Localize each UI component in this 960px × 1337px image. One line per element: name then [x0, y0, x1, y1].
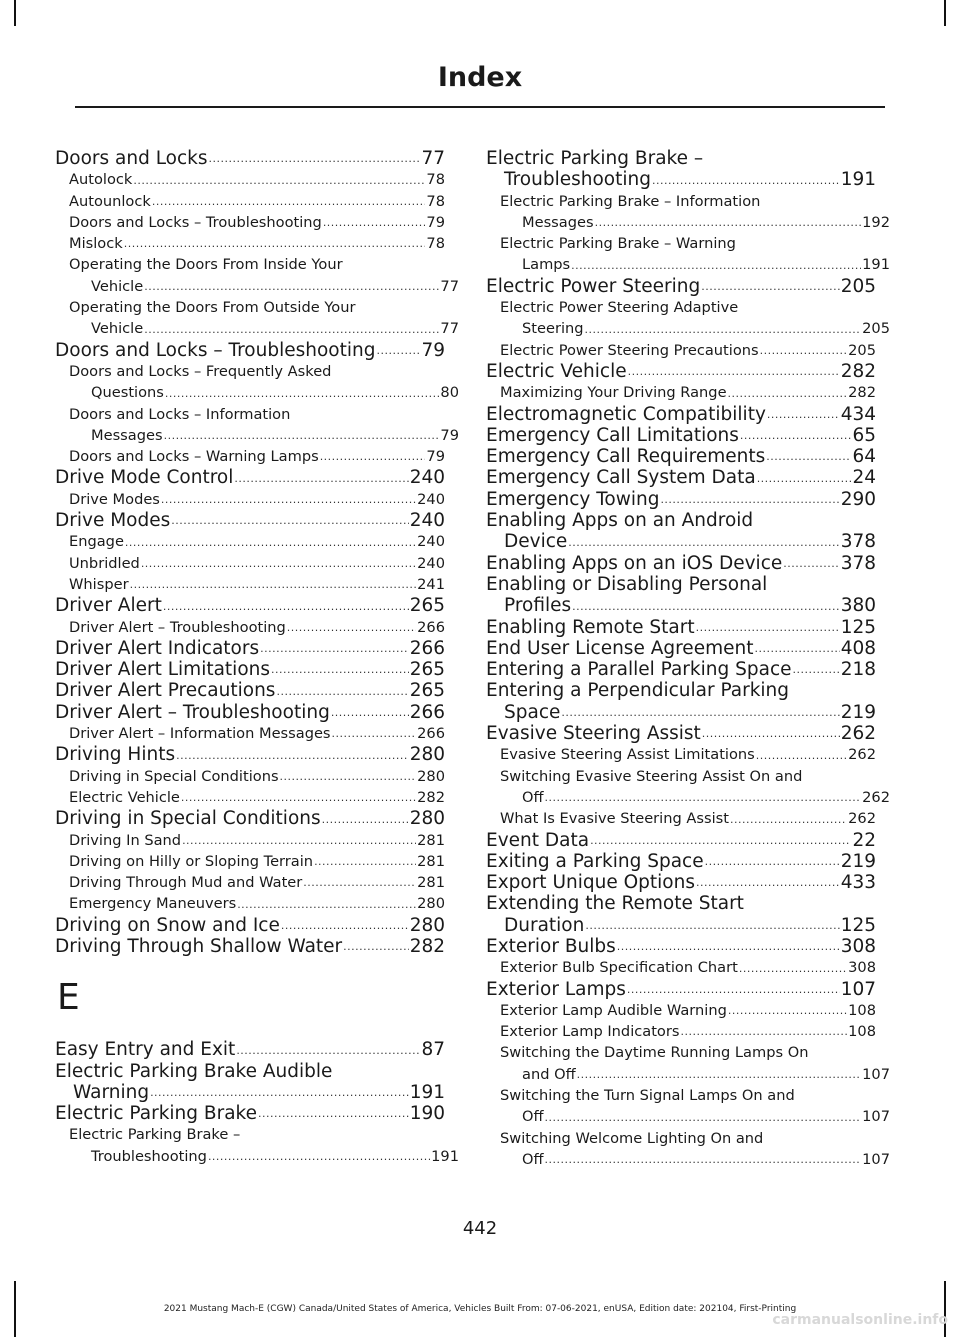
leader-dots: [595, 217, 862, 228]
leader-dots: [332, 728, 417, 739]
index-entry[interactable]: Driving Through Shallow Water ..... 282: [55, 936, 445, 957]
leader-dots: [322, 814, 409, 825]
index-entry[interactable]: Driver Alert Limitations ..... 265: [55, 659, 445, 680]
footer-text: 2021 Mustang Mach-E (CGW) Canada/United States of America, Vehicles Built From: 07-06-2021, enUSA, Edition date: 202104, First-Printing: [163, 1304, 797, 1314]
index-subentry[interactable]: Drive Modes ..... 240: [55, 489, 445, 510]
index-entry[interactable]: Electric Vehicle ..... 282: [486, 361, 876, 382]
leader-dots: [728, 388, 848, 399]
index-subentry[interactable]: Operating the Doors From Inside Your Vehicle ..... 77: [55, 254, 459, 297]
leader-dots: [766, 451, 851, 462]
index-entry[interactable]: Electric Parking Brake ..... 190: [55, 1103, 445, 1124]
leader-dots: [652, 175, 840, 186]
leader-dots: [627, 984, 840, 995]
leader-dots: [701, 281, 839, 292]
index-subentry[interactable]: Switching Welcome Lighting On and Off ..... 107: [486, 1128, 890, 1171]
leader-dots: [754, 643, 839, 654]
index-entry[interactable]: Drive Modes ..... 240: [55, 510, 445, 531]
index-entry[interactable]: Driver Alert ..... 265: [55, 595, 445, 616]
leader-dots: [236, 1045, 420, 1056]
leader-dots: [314, 856, 416, 867]
leader-dots: [133, 175, 425, 186]
index-entry[interactable]: Doors and Locks – Troubleshooting ..... 79: [55, 340, 445, 361]
index-subentry[interactable]: Switching Evasive Steering Assist On and Off ..... 262: [486, 766, 890, 809]
index-entry[interactable]: Emergency Call Limitations ..... 65: [486, 425, 876, 446]
index-subentry[interactable]: Engage ..... 240: [55, 531, 445, 552]
index-subentry[interactable]: Driving on Hilly or Sloping Terrain ..... 281: [55, 851, 445, 872]
index-subentry[interactable]: Operating the Doors From Outside Your Vehicle ..... 77: [55, 297, 459, 340]
leader-dots: [258, 1108, 409, 1119]
index-entry[interactable]: Driver Alert Precautions ..... 265: [55, 680, 445, 701]
leader-dots: [152, 196, 426, 207]
leader-dots: [728, 1005, 847, 1016]
leader-dots: [281, 920, 409, 931]
index-subentry[interactable]: Electric Vehicle ..... 282: [55, 787, 445, 808]
page-title: Index: [437, 62, 523, 93]
leader-dots: [125, 537, 416, 548]
index-subentry[interactable]: Doors and Locks – Troubleshooting ..... 79: [55, 212, 445, 233]
index-entry[interactable]: Event Data ..... 22: [486, 830, 876, 851]
leader-dots: [303, 877, 416, 888]
header-rule: [75, 106, 885, 108]
index-entry[interactable]: Enabling Apps on an Android Device ..... 378: [486, 510, 876, 553]
leader-dots: [130, 579, 417, 590]
leader-dots: [628, 366, 840, 377]
leader-dots: [696, 622, 840, 633]
index-entry[interactable]: Driving Hints ..... 280: [55, 744, 445, 765]
index-subentry[interactable]: Evasive Steering Assist Limitations ..... 262: [486, 744, 876, 765]
leader-dots: [572, 601, 840, 612]
leader-dots: [756, 750, 847, 761]
leader-dots: [739, 963, 847, 974]
index-subentry[interactable]: Driver Alert – Troubleshooting ..... 266: [55, 617, 445, 638]
crop-mark: [14, 0, 16, 26]
index-entry[interactable]: Extending the Remote Start Duration ..... 125: [486, 893, 876, 936]
leader-dots: [161, 494, 416, 505]
leader-dots: [590, 835, 851, 846]
crop-mark: [944, 0, 946, 26]
index-subentry[interactable]: Exterior Lamp Audible Warning ..... 108: [486, 1000, 876, 1021]
index-column-right: [486, 148, 890, 1170]
index-entry[interactable]: Electric Power Steering ..... 205: [486, 276, 876, 297]
index-subentry[interactable]: Electric Parking Brake – Warning Lamps ..... 191: [486, 233, 890, 276]
leader-dots: [545, 1154, 862, 1165]
section-letter: E: [57, 977, 80, 1019]
leader-dots: [680, 1026, 847, 1037]
leader-dots: [165, 388, 440, 399]
index-entry[interactable]: Exterior Lamps ..... 107: [486, 979, 876, 1000]
leader-dots: [331, 707, 409, 718]
leader-dots: [141, 558, 416, 569]
index-entry[interactable]: Electric Parking Brake – Troubleshooting ..... 191: [486, 148, 876, 191]
index-entry[interactable]: End User License Agreement ..... 408: [486, 638, 876, 659]
index-subentry[interactable]: Unbridled ..... 240: [55, 553, 445, 574]
index-entry[interactable]: Exiting a Parking Space ..... 219: [486, 851, 876, 872]
leader-dots: [705, 856, 840, 867]
index-entry[interactable]: Entering a Perpendicular Parking Space ..... 219: [486, 680, 876, 723]
index-entry[interactable]: Electromagnetic Compatibility ..... 434: [486, 404, 876, 425]
index-subentry[interactable]: Driving Through Mud and Water ..... 281: [55, 872, 445, 893]
leader-dots: [376, 345, 420, 356]
leader-dots: [171, 515, 408, 526]
index-entry[interactable]: Electric Parking Brake Audible Warning ..... 191: [55, 1061, 445, 1104]
leader-dots: [545, 1112, 862, 1123]
leader-dots: [561, 707, 839, 718]
index-entry[interactable]: Export Unique Options ..... 433: [486, 872, 876, 893]
index-entry[interactable]: Exterior Bulbs ..... 308: [486, 936, 876, 957]
leader-dots: [150, 1087, 409, 1098]
leader-dots: [209, 153, 421, 164]
index-entry[interactable]: Emergency Call Requirements ..... 64: [486, 446, 876, 467]
leader-dots: [585, 324, 862, 335]
leader-dots: [545, 792, 862, 803]
leader-dots: [271, 664, 409, 675]
index-entry[interactable]: Driving on Snow and Ice ..... 280: [55, 915, 445, 936]
index-entry[interactable]: Driver Alert – Troubleshooting ..... 266: [55, 702, 445, 723]
leader-dots: [585, 920, 839, 931]
index-entry[interactable]: Driving in Special Conditions ..... 280: [55, 808, 445, 829]
index-entry[interactable]: Entering a Parallel Parking Space ..... 218: [486, 659, 876, 680]
leader-dots: [740, 430, 852, 441]
leader-dots: [660, 494, 839, 505]
leader-dots: [124, 238, 426, 249]
leader-dots: [568, 537, 839, 548]
leader-dots: [702, 728, 840, 739]
leader-dots: [234, 473, 408, 484]
index-entry[interactable]: Doors and Locks ..... 77: [55, 148, 445, 169]
leader-dots: [163, 601, 409, 612]
page-number: 442: [462, 1218, 498, 1239]
leader-dots: [176, 750, 409, 761]
leader-dots: [730, 814, 847, 825]
index-entry[interactable]: Drive Mode Control ..... 240: [55, 467, 445, 488]
index-subentry[interactable]: Maximizing Your Driving Range ..... 282: [486, 382, 876, 403]
leader-dots: [783, 558, 839, 569]
leader-dots: [320, 451, 426, 462]
index-subentry[interactable]: Doors and Locks – Warning Lamps ..... 79: [55, 446, 445, 467]
index-subentry[interactable]: Autolock ..... 78: [55, 169, 445, 190]
leader-dots: [577, 1069, 862, 1080]
leader-dots: [696, 877, 840, 888]
index-subentry[interactable]: Driving In Sand ..... 281: [55, 830, 445, 851]
index-subentry[interactable]: Doors and Locks – Frequently Asked Questions ..... 80: [55, 361, 459, 404]
leader-dots: [182, 835, 416, 846]
leader-dots: [287, 622, 416, 633]
index-subentry[interactable]: Driver Alert – Information Messages ..... 266: [55, 723, 445, 744]
watermark: carmanualsonline.info: [772, 1312, 948, 1328]
index-subentry[interactable]: Electric Parking Brake – Information Messages ..... 192: [486, 191, 890, 234]
index-entry[interactable]: Emergency Towing ..... 290: [486, 489, 876, 510]
leader-dots: [617, 941, 840, 952]
index-subentry[interactable]: Electric Power Steering Precautions ..... 205: [486, 340, 876, 361]
index-entry[interactable]: Enabling Apps on an iOS Device ..... 378: [486, 553, 876, 574]
index-entry[interactable]: Driver Alert Indicators ..... 266: [55, 638, 445, 659]
leader-dots: [757, 473, 852, 484]
leader-dots: [793, 664, 840, 675]
leader-dots: [237, 899, 416, 910]
leader-dots: [323, 217, 426, 228]
index-subentry[interactable]: Driving in Special Conditions ..... 280: [55, 766, 445, 787]
index-subentry[interactable]: Electric Parking Brake – Troubleshooting ..... 191: [55, 1124, 459, 1167]
leader-dots: [276, 686, 408, 697]
leader-dots: [280, 771, 417, 782]
index-subentry[interactable]: Switching the Turn Signal Lamps On and Off ..... 107: [486, 1085, 890, 1128]
index-entry[interactable]: Easy Entry and Exit ..... 87: [55, 1039, 445, 1060]
index-subentry[interactable]: Emergency Maneuvers ..... 280: [55, 893, 445, 914]
index-entry[interactable]: Evasive Steering Assist ..... 262: [486, 723, 876, 744]
index-subentry[interactable]: Autounlock ..... 78: [55, 191, 445, 212]
index-entry[interactable]: Emergency Call System Data ..... 24: [486, 467, 876, 488]
index-subentry[interactable]: What Is Evasive Steering Assist ..... 262: [486, 808, 876, 829]
leader-dots: [208, 1151, 430, 1162]
index-column-left: [55, 148, 459, 1167]
leader-dots: [144, 281, 439, 292]
leader-dots: [760, 345, 848, 356]
leader-dots: [181, 792, 416, 803]
leader-dots: [144, 324, 439, 335]
index-entry[interactable]: Enabling or Disabling Personal Profiles ..... 380: [486, 574, 876, 617]
leader-dots: [767, 409, 840, 420]
index-entry[interactable]: Enabling Remote Start ..... 125: [486, 617, 876, 638]
index-subentry[interactable]: Mislock ..... 78: [55, 233, 445, 254]
index-subentry[interactable]: Whisper ..... 241: [55, 574, 445, 595]
leader-dots: [571, 260, 861, 271]
index-subentry[interactable]: Doors and Locks – Information Messages ..... 79: [55, 404, 459, 447]
index-subentry[interactable]: Switching the Daytime Running Lamps On and Off ..... 107: [486, 1042, 890, 1085]
index-subentry[interactable]: Electric Power Steering Adaptive Steering ..... 205: [486, 297, 890, 340]
index-subentry[interactable]: Exterior Bulb Specification Chart ..... 308: [486, 957, 876, 978]
leader-dots: [343, 941, 409, 952]
leader-dots: [164, 430, 440, 441]
leader-dots: [260, 643, 409, 654]
index-subentry[interactable]: Exterior Lamp Indicators ..... 108: [486, 1021, 876, 1042]
